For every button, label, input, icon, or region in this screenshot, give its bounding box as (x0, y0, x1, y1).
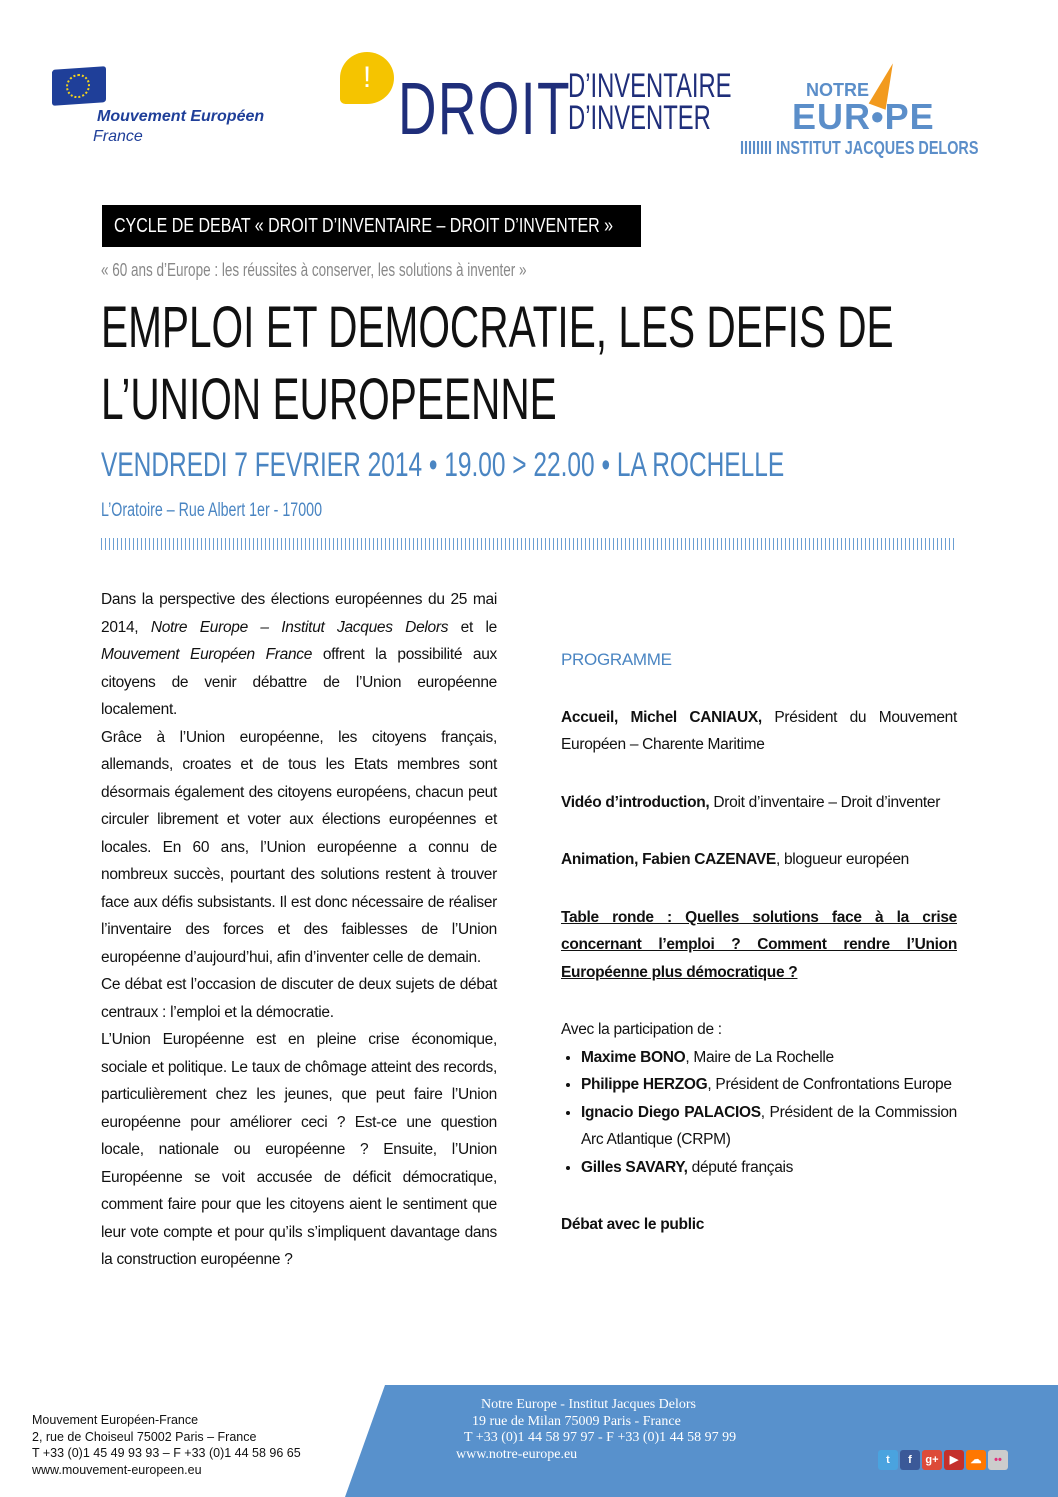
exclamation-icon: ! (340, 52, 394, 104)
flickr-icon[interactable]: •• (988, 1450, 1008, 1470)
programme-item: Accueil, Michel CANIAUX, Président du Mouvement Européen – Charente Maritime (561, 708, 957, 753)
speaker: • Philippe HERZOG, Président de Confrontations Europe (581, 1071, 957, 1099)
programme-item: Animation, Fabien CAZENAVE, blogueur européen (561, 851, 910, 868)
speaker: • Maxime BONO, Maire de La Rochelle (581, 1044, 957, 1072)
youtube-icon[interactable]: ▶ (944, 1450, 964, 1470)
paragraph: Grâce à l’Union européenne, les citoyens français, allemands, croates et de tous les Etats membres sont désormais également des citoyens européens, chacun peut circuler librement et voter aux élections européennes et locales. En 60 ans, l’Union européenne a connu de nombreux succès, pourtant des solutions restent à trouver face aux défis subsistants. Il est donc nécessaire de réaliser l’inventaire des forces et des faiblesses de l’Union européenne d’aujourd’hui, afin d’inventer celle de demain. (101, 728, 497, 966)
logo-europe: EUR•PE (792, 96, 935, 137)
facebook-icon[interactable]: f (900, 1450, 920, 1470)
soundcloud-icon[interactable]: ☁ (966, 1450, 986, 1470)
divider (101, 538, 954, 550)
logo-droit-subtitle: D’INVENTAIRE D’INVENTER (568, 67, 732, 137)
programme-item: Vidéo d’introduction, Droit d’inventaire – Droit d’inventer (561, 793, 941, 811)
logo-notre: NOTRE (806, 80, 869, 100)
twitter-icon[interactable]: t (878, 1450, 898, 1470)
page-title: EMPLOI ET DEMOCRATIE, LES DEFIS DE L’UNION EUROPEENNE (101, 295, 894, 432)
speaker: • Ignacio Diego PALACIOS, Président de la Commission Arc Atlantique (CRPM) (581, 1099, 957, 1154)
footer-address-me: Mouvement Européen-France 2, rue de Choiseul 75002 Paris – France T +33 (0)1 45 49 93 93 – F +33 (0)1 44 58 96 65 www.mouvement-europeen.eu (32, 1413, 301, 1477)
event-date: VENDREDI 7 FEVRIER 2014 • 19.00 > 22.00 • LA ROCHELLE (101, 446, 785, 484)
social-icons (878, 1450, 1008, 1470)
table-ronde: Table ronde : Quelles solutions face à la crise concernant l’emploi ? Comment rendre l’Union Européenne plus démocratique ? (561, 908, 957, 981)
cycle-banner: CYCLE DE DEBAT « DROIT D’INVENTAIRE – DROIT D’INVENTER » (102, 205, 641, 247)
programme-heading: PROGRAMME (561, 650, 672, 669)
google-plus-icon[interactable]: g+ (922, 1450, 942, 1470)
logo-mouvement-europeen: Mouvement Européen (97, 108, 265, 125)
eu-flag-logo (52, 66, 106, 106)
speaker: • Gilles SAVARY, député français (581, 1154, 957, 1182)
event-place: L’Oratoire – Rue Albert 1er - 17000 (101, 500, 323, 521)
programme (561, 646, 957, 1239)
debat: Débat avec le public (561, 1216, 705, 1233)
paragraph: Dans la perspective des élections européennes du 25 mai 2014, Notre Europe – Institut Jacques Delors et le Mouvement Européen France offrent la possibilité aux citoyens de venir débattre de l’Union européenne localement. (101, 591, 498, 718)
paragraph: Ce débat est l’occasion de discuter de deux sujets de débat centraux : l’emploi et la démocratie. (101, 976, 497, 1021)
logo-droit: DROIT (398, 67, 571, 150)
subtitle: « 60 ans d’Europe : les réussites à conserver, les solutions à inventer » (101, 260, 527, 280)
footer-address-ne: Notre Europe - Institut Jacques Delors 19 rue de Milan 75009 Paris - France T +33 (0)1 44 58 97 97 - F +33 (0)1 44 58 97 99 www.notre-europe.eu (456, 1397, 737, 1462)
logo-france: France (93, 128, 143, 145)
participation-label: Avec la participation de : (561, 1021, 722, 1038)
website-link[interactable]: www.notre-europe.eu (456, 1446, 578, 1462)
website-link[interactable]: www.mouvement-europeen.eu (32, 1462, 202, 1477)
speaker-list (581, 1044, 957, 1182)
logo-institut: IIIIIIII INSTITUT JACQUES DELORS (740, 138, 979, 158)
intro-text (101, 586, 497, 1274)
paragraph: L’Union Européenne est en pleine crise économique, sociale et politique. Le taux de chômage atteint des records, particulièrement chez les jeunes, que peut faire l’Union européenne pour améliorer ceci ? Est-ce une question locale, nationale ou européenne ? Ensuite, l’Union Européenne se voit accusée de déficit démocratique, comment faire pour que les citoyens aient le sentiment que leur vote compte et pour qu’ils s’impliquent davantage dans la construction européenne ? (101, 1031, 497, 1268)
